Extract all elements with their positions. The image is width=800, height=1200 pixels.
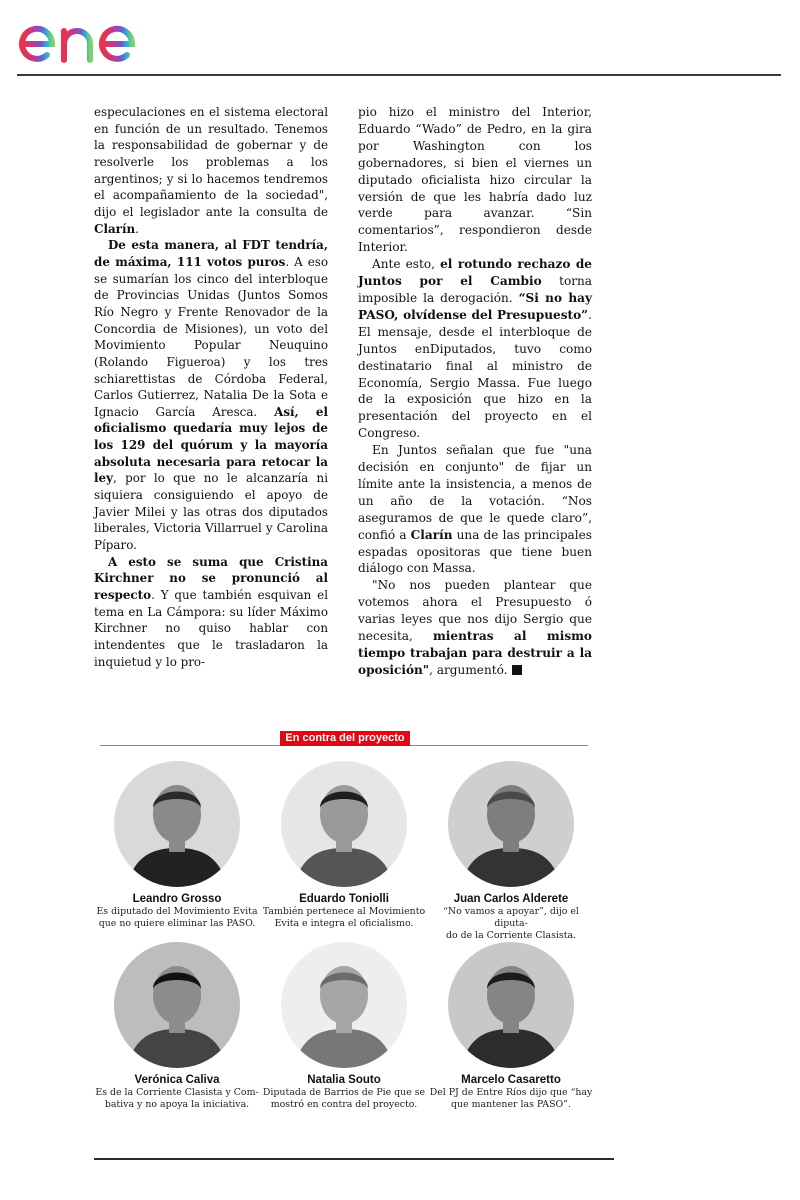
person-photo [113,941,241,1069]
person-name: Leandro Grosso [132,893,222,905]
article-paragraph [358,577,592,678]
text-run: . Y que también esquivan el tema en La Cámpora: su líder Máximo Kirchner no quiso hablar con intendentes que le trasladaron la inquietud y lo pro- [94,588,328,669]
bold-text: mientras al mismo tiempo trabajan para destruir a la oposición" [358,629,592,677]
text-run: "No nos pueden plantear que votemos ahora el Presupuesto ó varias leyes que nos dijo Sergio que necesita, [358,578,592,644]
text-run: . [135,221,139,236]
article-paragraph [94,237,328,553]
bottom-divider [94,1158,614,1160]
article-column-right [358,104,592,679]
person-name: Verónica Caliva [134,1074,220,1086]
person-photo [447,941,575,1069]
person-card-marcelo-casaretto [423,941,599,1111]
article-paragraph [358,104,592,256]
text-run: , por lo que no le alcanzaría ni siquiera consiguiendo el apoyo de Javier Milei y las otras dos diputados liberales, Victoria Villarruel y Carolina Píparo. [94,471,328,553]
section-tag: En contra del proyecto [280,731,410,746]
person-description-line: Evita e integra el oficialismo. [274,918,414,929]
person-description-line: que no quiere eliminar las PASO. [98,918,256,929]
person-photo [280,760,408,888]
bold-text: A esto se suma que Cristina Kirchner no se pronunció al respecto [94,554,328,603]
person-card-juan-carlos-alderete [423,760,599,942]
person-name: Juan Carlos Alderete [453,893,569,905]
text-run: especulaciones en el sistema electoral en función de un resultado. Tenemos la responsabilidad de gobernar y de resolverle los problemas a los argentinos; y si lo hacemos tendremos el acompañamiento de la sociedad", dijo el legislador ante la consulta de [94,105,328,219]
person-description-line: mostró en contra del proyecto. [270,1099,418,1110]
person-description-line: Es diputado del Movimiento Evita [96,906,258,917]
person-name: Natalia Souto [307,1074,381,1086]
article-column-left [94,104,328,670]
person-description-line: do de la Corriente Clasista. [445,930,577,941]
person-photo [447,760,575,888]
person-description-line: Es de la Corriente Clasista y Com- [95,1087,259,1098]
text-run: pio hizo el ministro del Interior, Eduardo “Wado” de Pedro, en la gira por Washington con los gobernadores, si bien el viernes un diputado oficialista hizo circular la versión de que les habría dado luz verde para avanzar. “Sin comentarios”, respondieron desde Interior. [358,105,592,255]
text-run: . El mensaje, desde el interbloque de Juntos enDiputados, tuvo como destinatario final al ministro de Economía, Sergio Massa. Fue luego de la exposición que hizo en la presentación del proyecto en el Congreso. [358,307,592,441]
end-of-article-mark [512,665,522,675]
person-card-leandro-grosso [89,760,265,930]
bold-text: Clarín [410,527,453,542]
article-paragraph [94,104,328,237]
person-card-eduardo-toniolli [256,760,432,930]
bold-text: De esta manera, al FDT tendría, de máxima, 111 votos puros [94,238,328,269]
text-run: , argumentó. [429,662,508,677]
person-name: Marcelo Casaretto [461,1074,561,1086]
text-run: una de las principales espadas opositoras que tiene buen diálogo con Massa. [358,527,592,576]
person-description-line: que mantener las PASO”. [451,1099,571,1110]
enel-logo [16,6,176,68]
person-card-natalia-souto [256,941,432,1111]
person-card-veronica-caliva [89,941,265,1111]
text-run: . A eso se sumarían los cinco del interbloque de Provincias Unidas (Juntos Somos Río Negro y Frente Renovador de la Concordia de Misiones), un voto del Movimiento Popular Neuquino (Rolando Figueroa) y los tres schiarettistas de Córdoba Federal, Carlos Gutierrez, Natalia De la Sota e Ignacio García Aresca. [94,254,328,419]
person-description-line: También pertenece al Movimiento [262,906,426,917]
article-paragraph [358,256,592,442]
bold-text: Así, el oficialismo quedaría muy lejos de los 129 del quórum y la mayoría absoluta necesaria para retocar la ley [94,404,328,486]
person-description-line: bativa y no apoya la iniciativa. [104,1099,250,1110]
bold-text: Clarín [94,221,136,236]
person-photo [280,941,408,1069]
article-paragraph [358,442,592,577]
person-description-line: “No vamos a apoyar”, dijo el diputa- [443,906,579,929]
text-run: En Juntos señalan que fue "una decisión en conjunto" de fijar un límite ante la insistencia, a menos de un año de la votación. “Nos aseguramos de que le quede claro”, confió a [358,443,592,542]
bold-text: el rotundo rechazo de Juntos por el Cambio [358,257,593,289]
header-divider [17,74,781,76]
person-name: Eduardo Toniolli [299,893,389,905]
person-description-line: Del PJ de Entre Ríos dijo que “hay [429,1087,593,1098]
page-header [0,0,800,76]
bold-text: “Si no hay PASO, olvídense del Presupuesto” [358,290,592,322]
article-paragraph [94,554,328,671]
person-description-line: Diputada de Barrios de Pie que se [262,1087,426,1098]
person-photo [113,760,241,888]
text-run: torna imposible la derogación. [358,274,593,305]
text-run: Ante esto, [372,257,441,272]
